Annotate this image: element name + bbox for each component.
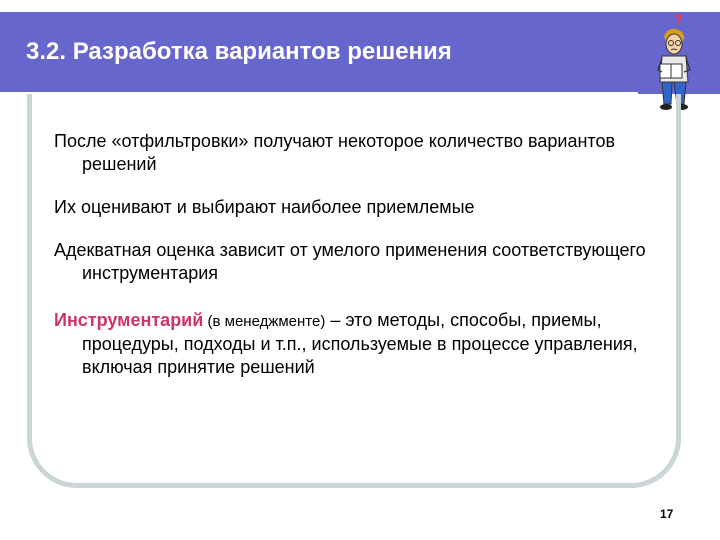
bullet-list: [50, 130, 650, 399]
bullet-1: [50, 130, 650, 176]
term-definition: – это методы, способы, приемы, процедуры, подходы и т.п., используемые в процессе управления, включая принятие решений: [82, 310, 638, 377]
question-mark: ?: [674, 12, 683, 27]
bullet-1-quoted: «отфильтровки»: [111, 131, 249, 151]
bullet-1-text-end: получают некоторое количество вариантов решений: [82, 131, 616, 174]
page-number: 17: [660, 507, 674, 521]
bullet-2: Их оценивают и выбирают наиболее приемлемые: [54, 197, 475, 217]
bullet-4: [50, 309, 650, 379]
bullet-1-text-start: После: [54, 131, 112, 151]
bullet-3: Адекватная оценка зависит от умелого применения соответствующего инструментария: [54, 240, 646, 283]
term-qualifier: (в менеджменте): [203, 313, 326, 330]
term-highlight: Инструментарий: [54, 310, 204, 330]
slide-title: 3.2. Разработка вариантов решения: [26, 38, 452, 65]
